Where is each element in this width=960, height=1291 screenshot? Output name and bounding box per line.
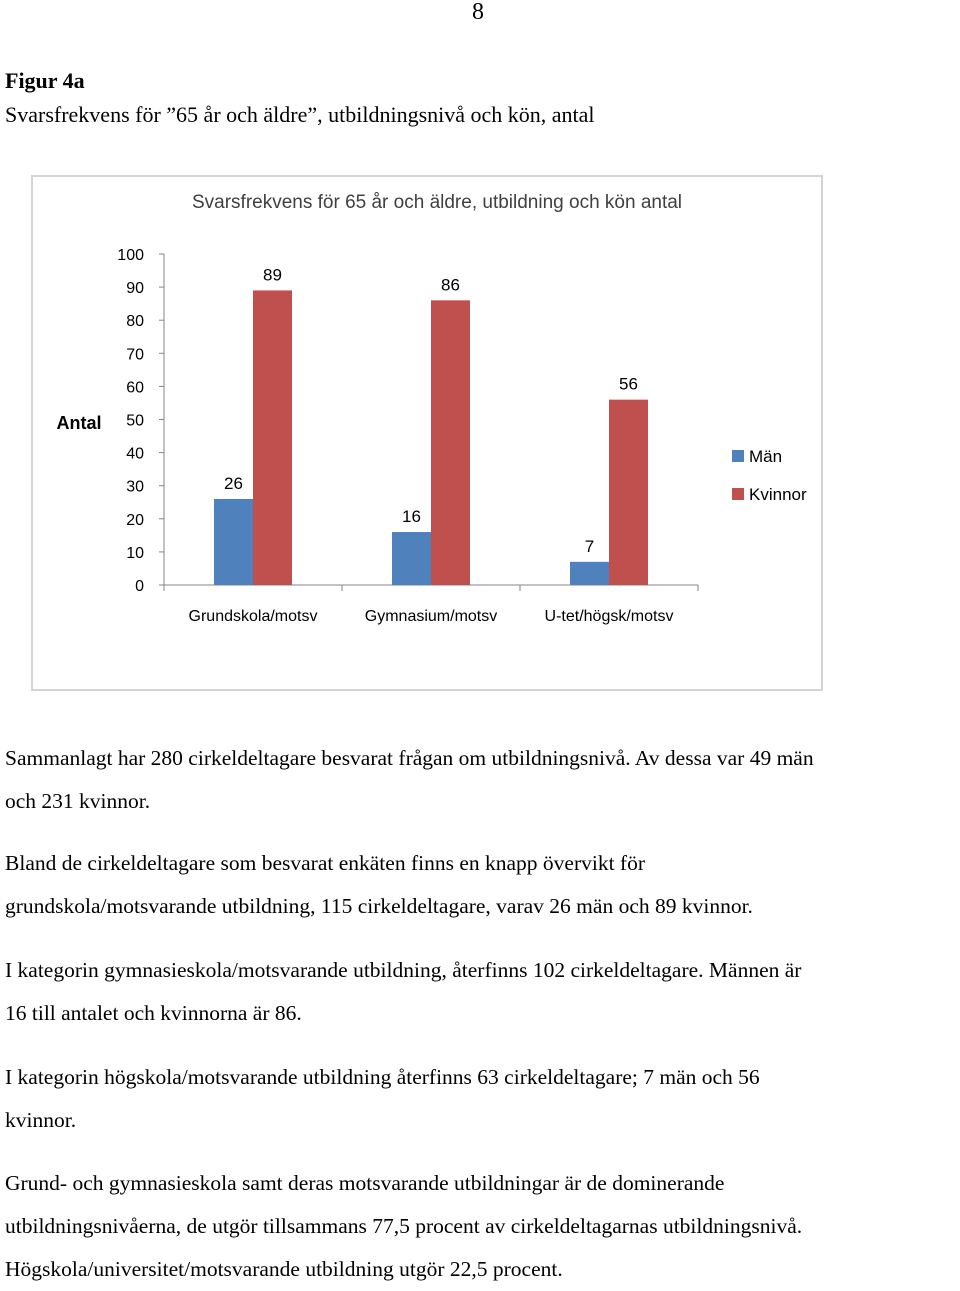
bar-kvinnor-3 [609, 400, 648, 585]
paragraph-2 [5, 842, 960, 928]
legend-label-kvinnor: Kvinnor [749, 485, 807, 504]
legend-swatch-kvinnor [732, 488, 744, 500]
paragraph-5-line-3: Högskola/universitet/motsvarande utbildning utgör 22,5 procent. [5, 1257, 563, 1281]
y-tick-label: 100 [117, 247, 144, 264]
y-tick-label: 20 [126, 511, 144, 529]
y-tick-label: 0 [135, 578, 144, 595]
bar-män-3 [570, 562, 609, 585]
data-label-kvinnor-3: 56 [619, 374, 638, 394]
y-axis-label: Antal [56, 413, 102, 433]
y-tick-label: 40 [126, 445, 144, 463]
y-tick-label: 60 [126, 379, 144, 397]
x-tick-label: U-tet/högsk/motsv [544, 608, 674, 625]
y-tick-label: 80 [126, 313, 144, 331]
paragraph-4 [5, 1056, 960, 1142]
y-tick-label: 90 [126, 280, 144, 298]
data-label-kvinnor-1: 89 [263, 265, 282, 285]
paragraph-2-line-1: Bland de cirkeldeltagare som besvarat enkäten finns en knapp övervikt för [5, 851, 645, 875]
paragraph-1-line-2: och 231 kvinnor. [5, 789, 151, 813]
bar-chart [33, 177, 821, 689]
x-tick-label: Gymnasium/motsv [364, 608, 498, 625]
paragraph-3-line-1: I kategorin gymnasieskola/motsvarande utbildning, återfinns 102 cirkeldeltagare. Männen är [5, 958, 802, 982]
data-label-män-1: 26 [224, 473, 243, 493]
data-label-män-2: 16 [402, 507, 421, 527]
bar-män-2 [392, 532, 431, 585]
legend-label-män: Män [749, 447, 783, 466]
y-tick-label: 70 [126, 346, 144, 364]
legend-swatch-män [732, 450, 744, 462]
chart-title: Svarsfrekvens för 65 år och äldre, utbildning och kön antal [191, 192, 683, 213]
paragraph-3 [5, 949, 960, 1035]
paragraph-4-line-1: I kategorin högskola/motsvarande utbildning återfinns 63 cirkeldeltagare; 7 män och 56 [5, 1065, 760, 1089]
paragraph-1-line-1: Sammanlagt har 280 cirkeldeltagare besvarat frågan om utbildningsnivå. Av dessa var 49 män [5, 746, 814, 770]
x-tick-label: Grundskola/motsv [188, 608, 318, 625]
paragraph-5 [5, 1162, 960, 1291]
bar-män-1 [214, 499, 253, 585]
bar-kvinnor-2 [431, 300, 470, 585]
paragraph-1 [5, 737, 960, 823]
paragraph-5-line-1: Grund- och gymnasieskola samt deras motsvarande utbildningar är de dominerande [5, 1171, 725, 1195]
chart-frame [31, 175, 823, 691]
bar-kvinnor-1 [253, 290, 292, 585]
y-tick-label: 30 [126, 478, 144, 496]
data-label-män-3: 7 [584, 536, 595, 556]
figure-caption: Svarsfrekvens för ”65 år och äldre”, utbildningsnivå och kön, antal [5, 102, 595, 127]
y-tick-label: 10 [126, 544, 144, 562]
paragraph-4-line-2: kvinnor. [5, 1108, 77, 1132]
paragraph-2-line-2: grundskola/motsvarande utbildning, 115 cirkeldeltagare, varav 26 män och 89 kvinnor. [5, 894, 753, 918]
paragraph-5-line-2: utbildningsnivåerna, de utgör tillsammans 77,5 procent av cirkeldeltagarnas utbildningsnivå. [5, 1214, 803, 1238]
page-number: 8 [472, 0, 484, 25]
data-label-kvinnor-2: 86 [441, 275, 460, 295]
paragraph-3-line-2: 16 till antalet och kvinnorna är 86. [5, 1001, 302, 1025]
figure-label: Figur 4a [5, 68, 85, 93]
y-tick-label: 50 [126, 412, 144, 430]
